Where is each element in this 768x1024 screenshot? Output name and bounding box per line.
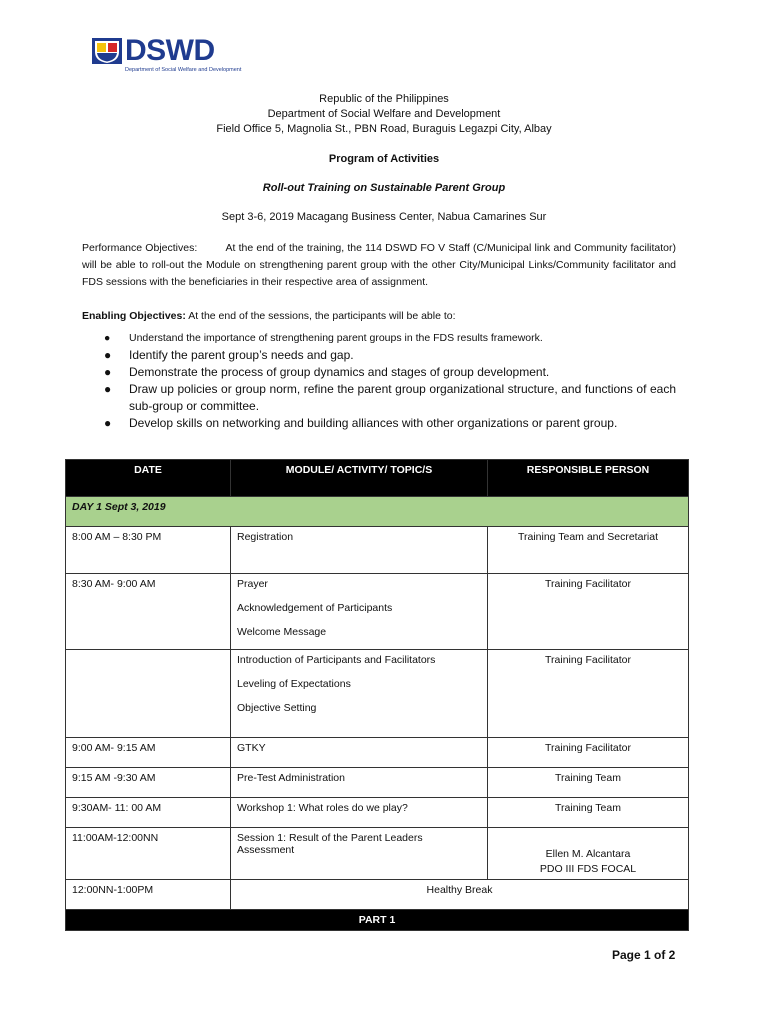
activity-cell: Registration — [231, 527, 488, 574]
col-header-date: DATE — [66, 460, 231, 497]
break-cell: Healthy Break — [231, 880, 689, 910]
logo-wordmark: DSWD — [125, 34, 215, 67]
header-line-2: Department of Social Welfare and Development — [267, 108, 501, 120]
person-cell: Training Facilitator — [488, 574, 689, 650]
time-cell: 12:00NN-1:00PM — [66, 880, 231, 910]
header-line-1: Republic of the Philippines — [319, 93, 449, 105]
bullet-icon: ● — [104, 348, 112, 362]
dswd-emblem-icon — [92, 36, 122, 66]
day-label: DAY 1 Sept 3, 2019 — [66, 497, 689, 527]
activity-cell: Pre-Test Administration — [231, 768, 488, 798]
enabling-objectives — [82, 308, 676, 325]
list-item: ● Develop skills on networking and building alliances with other organizations or parent group. — [104, 416, 618, 430]
person-cell: Training Team — [488, 768, 689, 798]
table-row — [66, 828, 689, 880]
part-row — [66, 910, 689, 931]
activity-cell: Introduction of Participants and Facilitators Leveling of Expectations Objective Setting — [231, 650, 488, 738]
logo-subtitle: Department of Social Welfare and Development — [125, 67, 242, 73]
part-label: PART 1 — [66, 910, 689, 931]
time-cell — [66, 650, 231, 738]
page-number: Page 1 of 2 — [612, 948, 676, 962]
col-header-activity: MODULE/ ACTIVITY/ TOPIC/S — [231, 460, 488, 497]
table-row — [66, 768, 689, 798]
table-row — [66, 527, 689, 574]
performance-text: At the end of the training, the 114 DSWD FO V Staff (C/Municipal link and Community facilitator) will be able to roll-out the Module on strengthening parent group with the other City/Municipal Links/Community facilitator and FDS sessions with the beneficiaries in their respective area of assignment. — [82, 242, 676, 288]
bullet-icon: ● — [104, 416, 112, 430]
performance-label: Performance Objectives: — [82, 242, 198, 254]
table-row — [66, 574, 689, 650]
person-cell: Ellen M. Alcantara PDO III FDS FOCAL — [488, 828, 689, 880]
table-row — [66, 798, 689, 828]
person-cell: Training Facilitator — [488, 650, 689, 738]
person-cell: Training Team — [488, 798, 689, 828]
header-line-3: Field Office 5, Magnolia St., PBN Road, Buraguis Legazpi City, Albay — [216, 123, 552, 135]
list-item: ● Demonstrate the process of group dynamics and stages of group development. — [104, 365, 550, 379]
activity-cell: Workshop 1: What roles do we play? — [231, 798, 488, 828]
enabling-text: At the end of the sessions, the participants will be able to: — [188, 310, 456, 322]
activity-cell: Session 1: Result of the Parent Leaders Assessment — [231, 828, 488, 880]
day-row — [66, 497, 689, 527]
time-cell: 8:00 AM – 8:30 PM — [66, 527, 231, 574]
dswd-logo — [92, 36, 241, 73]
activity-cell: Prayer Acknowledgement of Participants Welcome Message — [231, 574, 488, 650]
time-cell: 11:00AM-12:00NN — [66, 828, 231, 880]
list-item: ● Understand the importance of strengthening parent groups in the FDS results framework. — [82, 330, 676, 347]
time-cell: 9:00 AM- 9:15 AM — [66, 738, 231, 768]
time-cell: 9:15 AM -9:30 AM — [66, 768, 231, 798]
person-cell: Training Team and Secretariat — [488, 527, 689, 574]
time-cell: 9:30AM- 11: 00 AM — [66, 798, 231, 828]
objectives-list — [82, 330, 676, 432]
time-cell: 8:30 AM- 9:00 AM — [66, 574, 231, 650]
bullet-icon: ● — [104, 332, 111, 344]
training-title: Roll-out Training on Sustainable Parent Group — [262, 182, 506, 194]
table-header-row — [66, 460, 689, 497]
table-row — [66, 880, 689, 910]
activity-cell: GTKY — [231, 738, 488, 768]
enabling-label: Enabling Objectives: — [82, 310, 186, 322]
performance-objectives — [82, 240, 676, 291]
program-title: Program of Activities — [328, 153, 440, 165]
table-row — [66, 738, 689, 768]
bullet-icon: ● — [104, 382, 112, 396]
table-row — [66, 650, 689, 738]
person-cell: Training Facilitator — [488, 738, 689, 768]
date-venue: Sept 3-6, 2019 Macagang Business Center, Nabua Camarines Sur — [221, 211, 547, 223]
bullet-icon: ● — [104, 365, 112, 379]
list-item: ● Draw up policies or group norm, refine the parent group organizational structure, and functions of each sub-group or committee. — [104, 382, 676, 413]
list-item: ● Identify the parent group’s needs and gap. — [104, 348, 354, 362]
col-header-person: RESPONSIBLE PERSON — [488, 460, 689, 497]
schedule-table — [65, 459, 689, 931]
